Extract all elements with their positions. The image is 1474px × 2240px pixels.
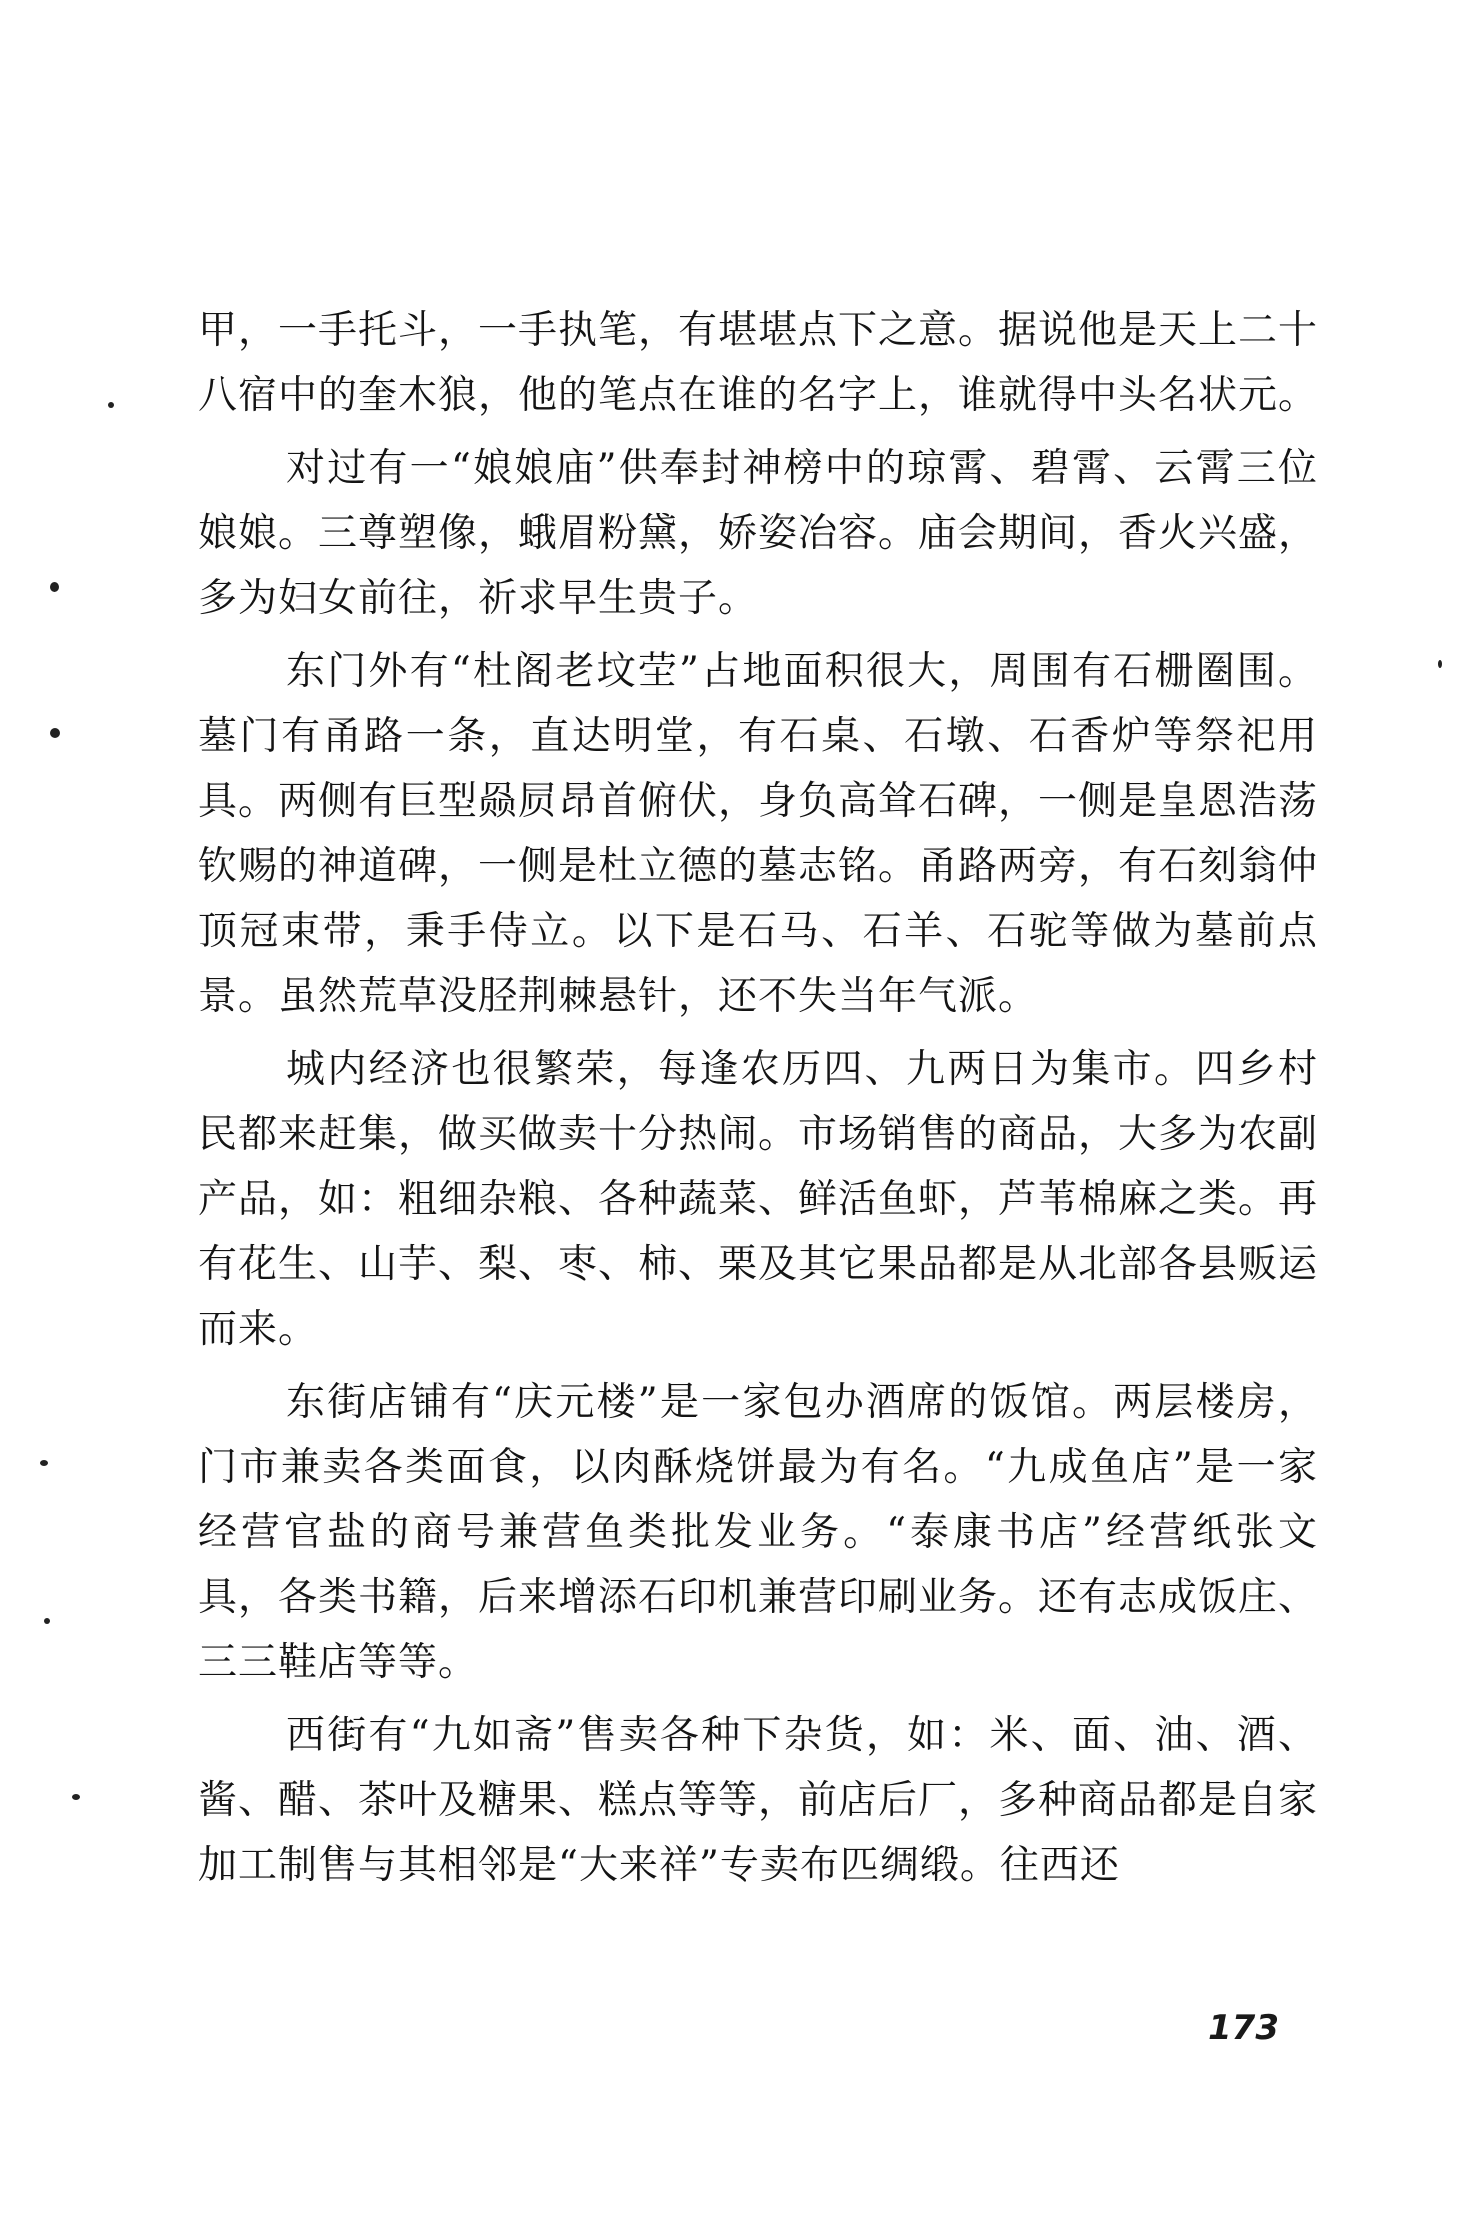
scan-speck [40,1460,48,1466]
scan-speck [50,728,60,738]
scan-speck [1438,660,1442,668]
paragraph-1: 甲，一手托斗，一手执笔，有堪堪点下之意。据说他是天上二十八宿中的奎木狼，他的笔点在谁的名字上，谁就得中头名状元。 [198,308,1319,418]
paragraph-5: 东街店铺有“庆元楼”是一家包办酒席的饭馆。两层楼房，门市兼卖各类面食，以肉酥烧饼最为有名。“九成鱼店”是一家经营官盐的商号兼营鱼类批发业务。“泰康书店”经营纸张文具，各类书籍，后来增添石印机兼营印刷业务。还有志成饭庄、三三鞋店等等。 [198,1380,1319,1685]
paragraph-4: 城内经济也很繁荣，每逢农历四、九两日为集市。四乡村民都来赶集，做买做卖十分热闹。市场销售的商品，大多为农副产品，如：粗细杂粮、各种蔬菜、鲜活鱼虾，芦苇棉麻之类。再有花生、山芋、梨、枣、柿、栗及其它果品都是从北部各县贩运而来。 [198,1047,1319,1352]
scan-speck [44,1618,50,1624]
paragraph-2: 对过有一“娘娘庙”供奉封神榜中的琼霄、碧霄、云霄三位娘娘。三尊塑像，蛾眉粉黛，娇姿冶容。庙会期间，香火兴盛，多为妇女前往，祈求早生贵子。 [198,446,1319,621]
scan-speck [50,582,59,592]
paragraph-3: 东门外有“杜阁老坟茔”占地面积很大，周围有石栅圈围。墓门有甬路一条，直达明堂，有石桌、石墩、石香炉等祭祀用具。两侧有巨型赑屃昂首俯伏，身负高耸石碑，一侧是皇恩浩荡钦赐的神道碑，一侧是杜立德的墓志铭。甬路两旁，有石刻翁仲顶冠束带，秉手侍立。以下是石马、石羊、石驼等做为墓前点景。虽然荒草没胫荆棘悬针，还不失当年气派。 [198,649,1319,1019]
page-number: 173 [1208,2008,1279,2048]
body-text [198,298,1318,1906]
scan-speck [108,402,114,408]
scan-speck [72,1794,80,1800]
paragraph-6: 西街有“九如斋”售卖各种下杂货，如：米、面、油、酒、酱、醋、茶叶及糖果、糕点等等，前店后厂，多种商品都是自家加工制售与其相邻是“大来祥”专卖布匹绸缎。往西还 [198,1713,1319,1888]
